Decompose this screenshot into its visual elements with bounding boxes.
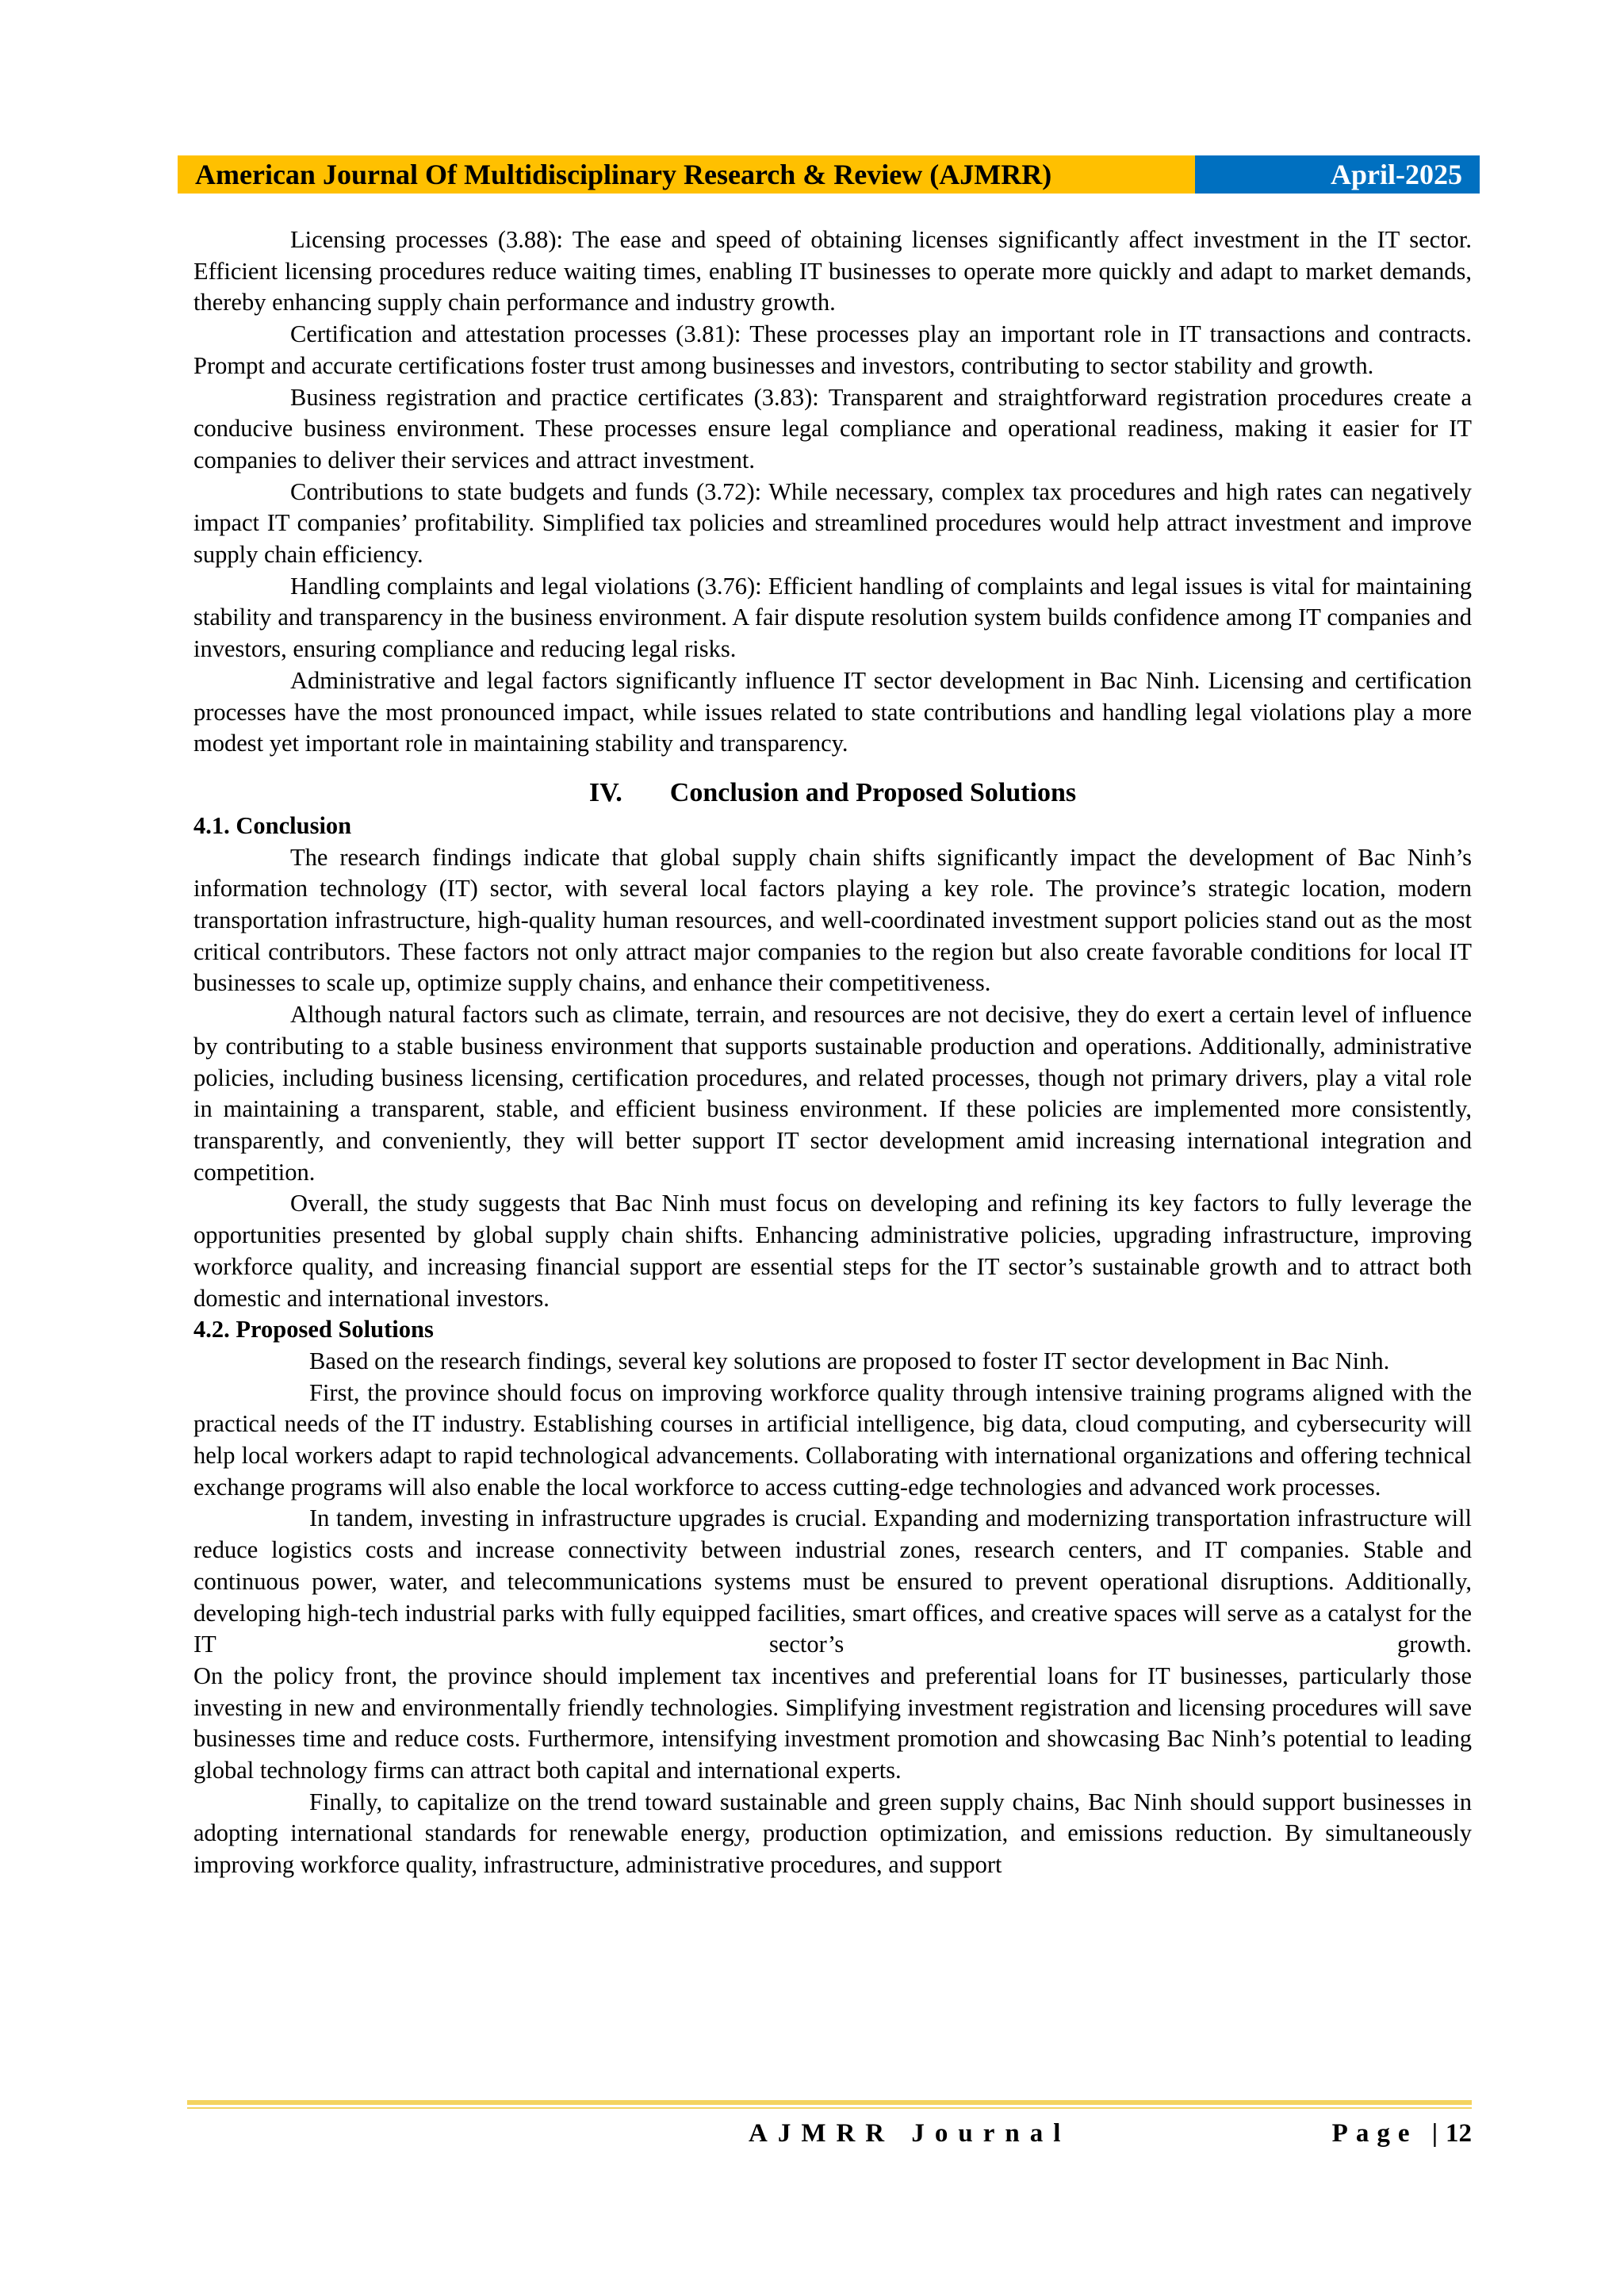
paragraph-certification: Certification and attestation processes (3.81): These processes play an important role in IT transactions and contracts. Prompt and accurate certifications foster trust among businesses and investors, contributing to sector stability and growth. xyxy=(193,320,1472,379)
page-number: 12 xyxy=(1446,2119,1472,2148)
paragraph-complaints: Handling complaints and legal violations (3.76): Efficient handling of complaints and legal issues is vital for maintaining stability and transparency in the business environment. A fair dispute resolution system builds confidence among IT companies and investors, ensuring compliance and reducing legal risks. xyxy=(193,572,1472,663)
page-header xyxy=(178,155,1480,194)
section-number: IV. xyxy=(588,777,622,807)
conclusion-paragraph-3: Overall, the study suggests that Bac Ninh must focus on developing and refining its key factors to fully leverage the opportunities presented by global supply chain shifts. Enhancing administrative policies, upgrading infrastructure, improving workforce quality, and increasing financial support are essential steps for the IT sector’s sustainable growth and to attract both domestic and international investors. xyxy=(193,1190,1472,1312)
paragraph-summary: Administrative and legal factors significantly influence IT sector development in Bac Ninh. Licensing and certification processes have the most pronounced impact, while issues related to state contributions and handling legal violations play a more modest yet important role in maintaining stability and transparency. xyxy=(193,666,1472,757)
issue-date: April-2025 xyxy=(1195,155,1480,194)
paragraph-contributions: Contributions to state budgets and funds (3.72): While necessary, complex tax procedures and high rates can negatively impact IT companies’ profitability. Simplified tax policies and streamlined procedures would help attract investment and improve supply chain efficiency. xyxy=(193,477,1472,569)
solutions-heading: 4.2. Proposed Solutions xyxy=(193,1316,434,1343)
solutions-paragraph-4: On the policy front, the province should implement tax incentives and preferential loans for IT businesses, particularly those investing in new and environmentally friendly technologies. Simplifying investment registration and licensing procedures will save businesses time and reduce costs. Furthermore, intensifying investment promotion and showcasing Bac Ninh’s potential to leading global technology firms can attract both capital and international experts. xyxy=(193,1662,1472,1784)
solutions-paragraph-2: First, the province should focus on improving workforce quality through intensive training programs aligned with the practical needs of the IT industry. Establishing courses in artificial intelligence, big data, cloud computing, and cybersecurity will help local workers adapt to rapid technological advancements. Collaborating with international organizations and offering technical exchange programs will also enable the local workforce to access cutting-edge technologies and advanced work processes. xyxy=(193,1378,1472,1501)
article-body xyxy=(193,224,1472,1881)
page-indicator xyxy=(1332,2116,1472,2151)
page-footer xyxy=(187,2116,1472,2151)
footer-rule xyxy=(187,2100,1472,2105)
solutions-paragraph-5: Finally, to capitalize on the trend toward sustainable and green supply chains, Bac Ninh should support businesses in adopting international standards for renewable energy, production optimization, and emissions reduction. By simultaneously improving workforce quality, infrastructure, administrative procedures, and support xyxy=(193,1788,1472,1879)
page-label: Page | xyxy=(1331,2119,1446,2148)
solutions-paragraph-3: In tandem, investing in infrastructure upgrades is crucial. Expanding and modernizing transportation infrastructure will reduce logistics costs and increase connectivity between industrial zones, research centers, and IT companies. Stable and continuous power, water, and telecommunications systems must be ensured to prevent operational disruptions. Additionally, developing high-tech industrial parks with fully equipped facilities, smart offices, and creative spaces will serve as a catalyst for the IT sector’s growth. xyxy=(193,1504,1472,1658)
conclusion-heading: 4.1. Conclusion xyxy=(193,811,352,839)
journal-title: American Journal Of Multidisciplinary Research & Review (AJMRR) xyxy=(178,155,1195,194)
footer-journal: AJMRR Journal xyxy=(749,2119,1071,2148)
footer-rule-thin xyxy=(187,2107,1472,2109)
section-heading xyxy=(193,776,1472,811)
conclusion-paragraph-1: The research findings indicate that global supply chain shifts significantly impact the development of Bac Ninh’s information technology (IT) sector, with several local factors playing a key role. The province’s strategic location, modern transportation infrastructure, high-quality human resources, and well-coordinated investment support policies stand out as the most critical contributors. These factors not only attract major companies to the region but also create favorable conditions for local IT businesses to scale up, optimize supply chains, and enhance their competitiveness. xyxy=(193,843,1472,997)
paragraph-licensing: Licensing processes (3.88): The ease and speed of obtaining licenses significantly affect investment in the IT sector. Efficient licensing procedures reduce waiting times, enabling IT businesses to operate more quickly and adapt to market demands, thereby enhancing supply chain performance and industry growth. xyxy=(193,226,1472,316)
section-title: Conclusion and Proposed Solutions xyxy=(669,777,1077,807)
paragraph-registration: Business registration and practice certificates (3.83): Transparent and straightforward registration procedures create a conducive business environment. These processes ensure legal compliance and operational readiness, making it easier for IT companies to deliver their services and attract investment. xyxy=(193,383,1472,473)
solutions-paragraph-1: Based on the research findings, several key solutions are proposed to foster IT sector development in Bac Ninh. xyxy=(309,1347,1390,1374)
conclusion-paragraph-2: Although natural factors such as climate, terrain, and resources are not decisive, they do exert a certain level of influence by contributing to a stable business environment that supports sustainable production and operations. Additionally, administrative policies, including business licensing, certification procedures, and related processes, though not primary drivers, play a vital role in maintaining a transparent, stable, and efficient business environment. If these policies are implemented more consistently, transparently, and conveniently, they will better support IT sector development amid increasing international integration and competition. xyxy=(193,1001,1472,1186)
